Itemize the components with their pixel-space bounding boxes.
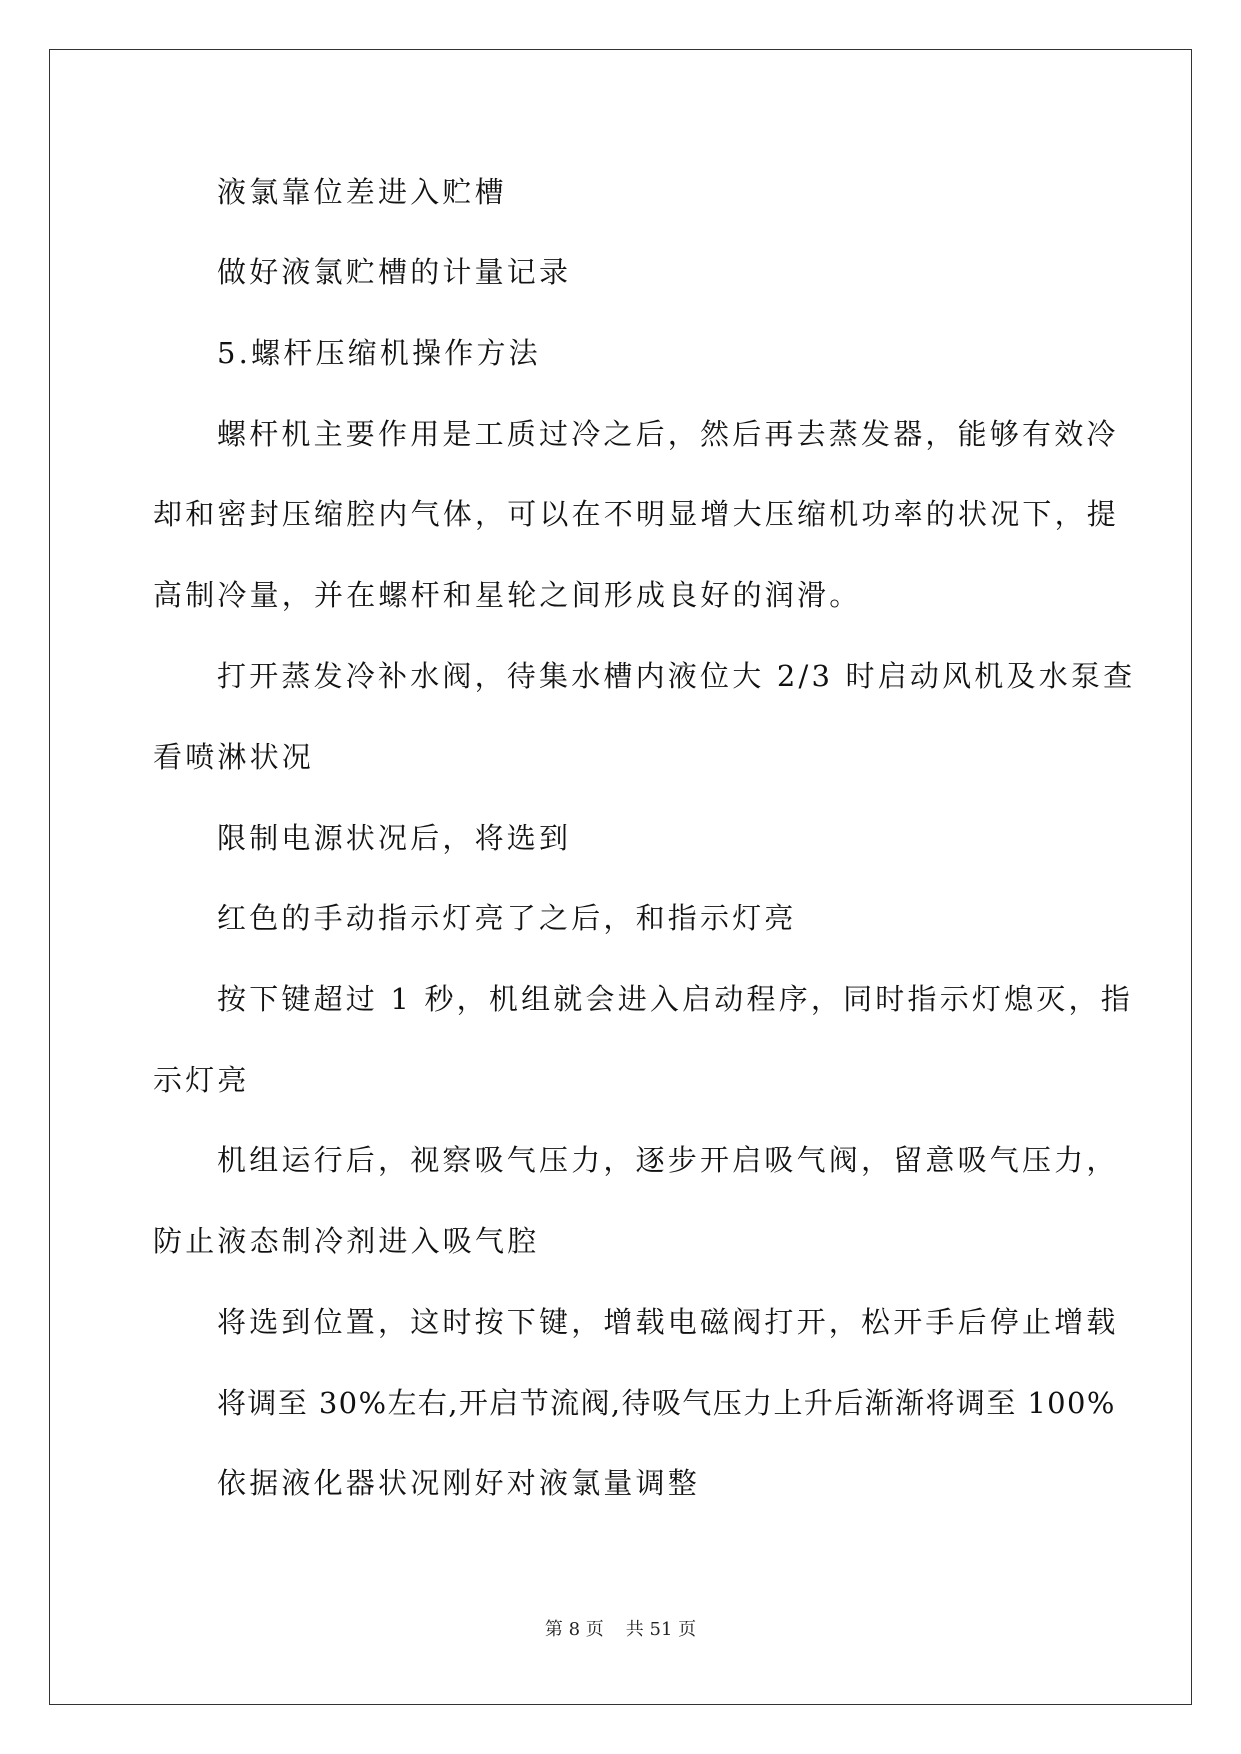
- paragraph-line: 限制电源状况后，将选到: [217, 821, 572, 855]
- page-total: 共 51 页: [625, 1619, 697, 1640]
- paragraph-line: 液氯靠位差进入贮槽: [217, 175, 507, 209]
- paragraph-line: 高制冷量，并在螺杆和星轮之间形成良好的润滑。: [153, 578, 862, 612]
- paragraph-line: 红色的手动指示灯亮了之后，和指示灯亮: [217, 901, 797, 935]
- paragraph-line: 将选到位置，这时按下键，增载电磁阀打开，松开手后停止增载: [217, 1305, 1119, 1339]
- paragraph-line: 做好液氯贮槽的计量记录: [217, 255, 572, 289]
- page-border: [49, 49, 1192, 1705]
- paragraph-line: 将调至 30%左右,开启节流阀,待吸气压力上升后渐渐将调至 100%: [217, 1386, 1116, 1420]
- paragraph-line: 机组运行后，视察吸气压力，逐步开启吸气阀，留意吸气压力，: [217, 1143, 1119, 1177]
- paragraph-line: 按下键超过 1 秒，机组就会进入启动程序，同时指示灯熄灭，指: [217, 982, 1133, 1016]
- paragraph-line: 防止液态制冷剂进入吸气腔: [153, 1224, 540, 1258]
- paragraph-line: 螺杆机主要作用是工质过冷之后，然后再去蒸发器，能够有效冷: [217, 417, 1119, 451]
- page-footer: [0, 1618, 1241, 1642]
- paragraph-line: 打开蒸发冷补水阀，待集水槽内液位大 2/3 时启动风机及水泵查: [217, 659, 1136, 693]
- section-heading: 5.螺杆压缩机操作方法: [217, 336, 541, 370]
- page-number: 第 8 页: [544, 1619, 604, 1640]
- paragraph-line: 看喷淋状况: [153, 740, 315, 774]
- paragraph-line: 依据液化器状况刚好对液氯量调整: [217, 1466, 701, 1500]
- paragraph-line: 却和密封压缩腔内气体，可以在不明显增大压缩机功率的状况下，提: [153, 497, 1120, 531]
- paragraph-line: 示灯亮: [153, 1063, 250, 1097]
